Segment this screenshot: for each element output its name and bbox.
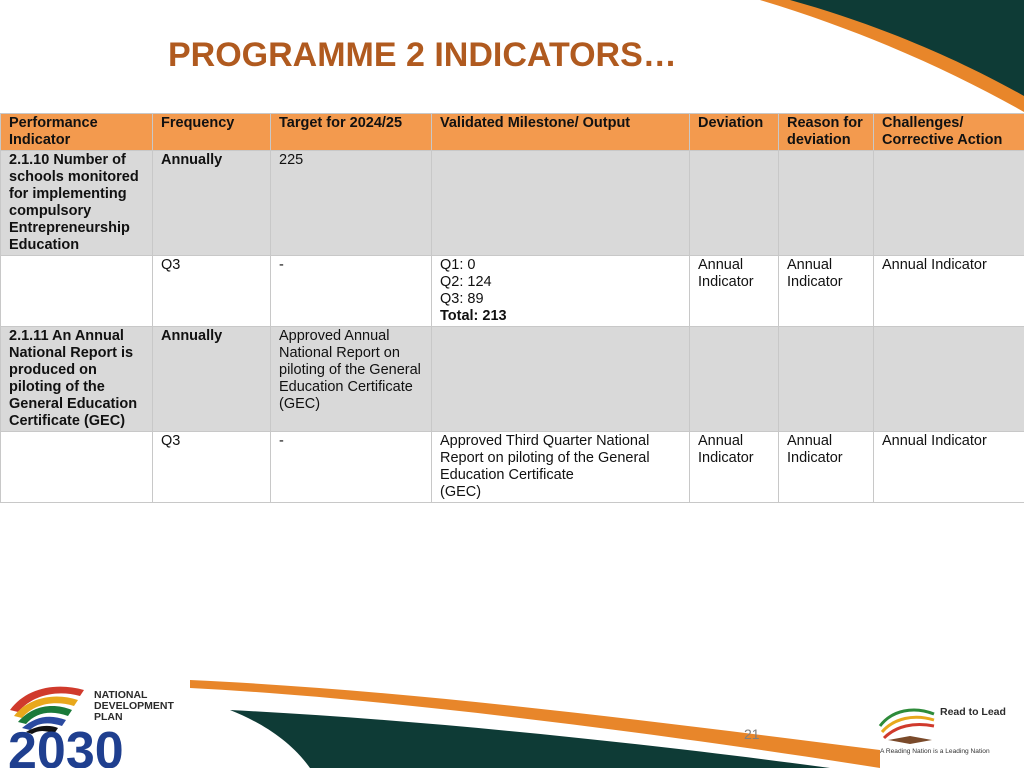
ndp-2030-logo (6, 680, 192, 768)
target-cell: - (271, 256, 432, 327)
target-cell: 225 (271, 151, 432, 256)
header-performance-indicator: Performance Indicator (1, 114, 153, 151)
deviation-cell: Annual Indicator (690, 432, 779, 503)
milestone-q3: Q3: 89 (440, 291, 484, 307)
book-arcs-emblem (880, 710, 934, 744)
milestone-cell (432, 151, 690, 256)
top-right-swoosh (720, 0, 1024, 112)
frequency-cell: Annually (153, 151, 271, 256)
table-row (1, 432, 1024, 503)
header-milestone: Validated Milestone/ Output (432, 114, 690, 151)
milestone-cell (432, 256, 690, 327)
target-cell: - (271, 432, 432, 503)
milestone-suffix: (GEC) (440, 484, 482, 500)
read-to-lead-title: Read to Lead (940, 706, 1006, 718)
milestone-q1: Q1: 0 (440, 257, 476, 273)
frequency-cell: Q3 (153, 256, 271, 327)
header-frequency: Frequency (153, 114, 271, 151)
header-deviation: Deviation (690, 114, 779, 151)
read-to-lead-tagline: A Reading Nation is a Leading Nation (880, 748, 990, 755)
deviation-cell (690, 327, 779, 432)
ndp-year: 2030 (8, 722, 124, 768)
page-number: 21 (744, 726, 760, 742)
table-row (1, 256, 1024, 327)
reason-cell: Annual Indicator (779, 432, 874, 503)
header-reason: Reason for deviation (779, 114, 874, 151)
milestone-cell (432, 327, 690, 432)
table-header-row (1, 114, 1024, 151)
milestone-cell (432, 432, 690, 503)
target-cell (271, 327, 432, 432)
reason-cell: Annual Indicator (779, 256, 874, 327)
indicators-table (0, 113, 1024, 503)
table-row (1, 151, 1024, 256)
frequency-cell: Annually (153, 327, 271, 432)
reason-cell (779, 327, 874, 432)
indicator-cell (1, 256, 153, 327)
read-to-lead-logo (874, 700, 1024, 760)
milestone-total: Total: 213 (440, 308, 507, 324)
slide-title: PROGRAMME 2 INDICATORS… (168, 36, 677, 74)
ndp-line-2: DEVELOPMENT (94, 700, 174, 712)
challenges-cell: Annual Indicator (874, 432, 1024, 503)
ndp-line-3: PLAN (94, 711, 123, 723)
target-text: Approved Annual National Report on piloting of the General Education Certificate (279, 328, 421, 395)
table-row (1, 327, 1024, 432)
header-target: Target for 2024/25 (271, 114, 432, 151)
reason-cell (779, 151, 874, 256)
indicator-cell: 2.1.11 An Annual National Report is produced on piloting of the General Education Certificate (GEC) (1, 327, 153, 432)
challenges-cell: Annual Indicator (874, 256, 1024, 327)
indicator-cell: 2.1.10 Number of schools monitored for implementing compulsory Entrepreneurship Education (1, 151, 153, 256)
target-suffix: (GEC) (279, 396, 321, 412)
bottom-swoosh (190, 680, 880, 768)
deviation-cell: Annual Indicator (690, 256, 779, 327)
indicator-cell (1, 432, 153, 503)
milestone-q2: Q2: 124 (440, 274, 492, 290)
challenges-cell (874, 151, 1024, 256)
milestone-text: Approved Third Quarter National Report on piloting of the General Education Certificate (440, 433, 650, 483)
challenges-cell (874, 327, 1024, 432)
frequency-cell: Q3 (153, 432, 271, 503)
header-challenges: Challenges/ Corrective Action (874, 114, 1024, 151)
deviation-cell (690, 151, 779, 256)
ndp-line-1: NATIONAL (94, 689, 148, 701)
